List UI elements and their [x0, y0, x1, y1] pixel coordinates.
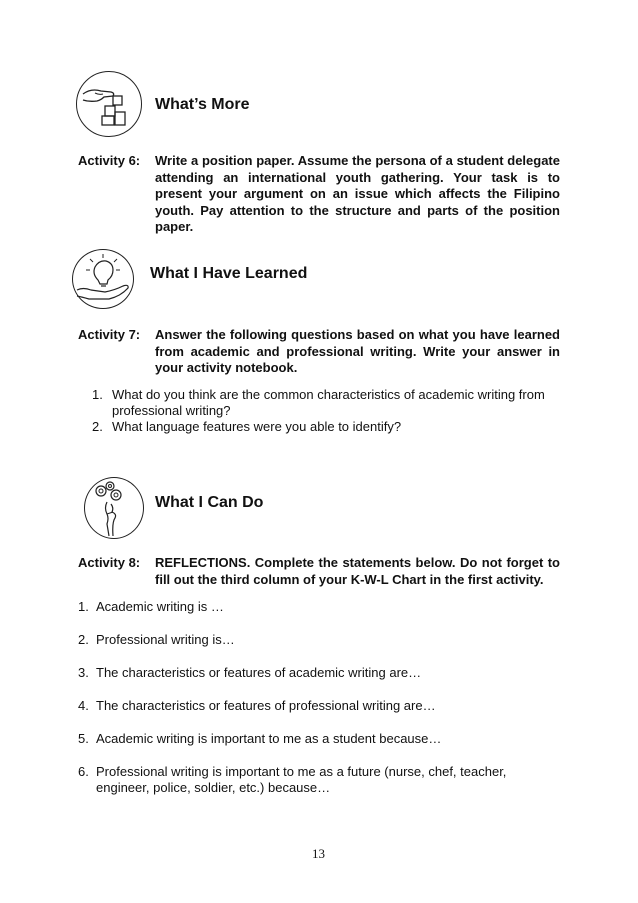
list-item-text: Academic writing is important to me as a student because… — [96, 731, 442, 746]
list-item — [92, 419, 560, 435]
activity-7-text: Answer the following questions based on what you have learned from academic and professional writing. Write your answer in your activity notebook. — [155, 327, 560, 375]
page-number: 13 — [312, 846, 325, 861]
list-item-number: 6. — [78, 764, 89, 779]
list-item-number: 2. — [92, 419, 103, 434]
list-item — [78, 698, 560, 714]
list-item — [92, 387, 560, 419]
list-item-number: 3. — [78, 665, 89, 680]
list-item-number: 1. — [78, 599, 89, 614]
list-item-text: The characteristics or features of professional writing are… — [96, 698, 436, 713]
activity-6-label: Activity 6: — [78, 153, 141, 168]
lightbulb-hand-icon — [72, 249, 134, 309]
activity-6-text: Write a position paper. Assume the persona of a student delegate attending an international youth gathering. Your task is to present your argument on an issue which affects the Filipino youth. Pay attention to the structure and parts of the position paper. — [155, 153, 560, 234]
list-item-text: Professional writing is important to me as a future (nurse, chef, teacher, engineer, police, soldier, etc.) because… — [96, 764, 507, 795]
section-title-whats-more: What’s More — [155, 96, 250, 113]
list-item — [78, 599, 560, 615]
list-item-text: Academic writing is … — [96, 599, 224, 614]
hand-gears-icon — [84, 477, 144, 539]
list-item-text: What do you think are the common characteristics of academic writing from professional writing? — [112, 387, 545, 418]
list-item-number: 5. — [78, 731, 89, 746]
list-item-number: 2. — [78, 632, 89, 647]
list-item — [78, 665, 560, 681]
section-title-what-i-have-learned: What I Have Learned — [150, 265, 308, 282]
activity-7-label: Activity 7: — [78, 327, 141, 342]
list-item-text: What language features were you able to identify? — [112, 419, 402, 434]
list-item — [78, 731, 560, 747]
list-item-number: 1. — [92, 387, 103, 402]
list-item-number: 4. — [78, 698, 89, 713]
list-item-text: Professional writing is… — [96, 632, 235, 647]
activity-8-statements — [78, 599, 560, 796]
activity-8-text: REFLECTIONS. Complete the statements below. Do not forget to fill out the third column of your K-W-L Chart in the first activity. — [155, 555, 560, 587]
hand-stacking-blocks-icon — [76, 71, 142, 137]
list-item-text: The characteristics or features of academic writing are… — [96, 665, 422, 680]
section-title-what-i-can-do: What I Can Do — [155, 494, 264, 511]
list-item — [78, 632, 560, 648]
activity-8-label: Activity 8: — [78, 555, 141, 570]
activity-7-questions — [92, 387, 560, 435]
list-item — [78, 764, 560, 796]
